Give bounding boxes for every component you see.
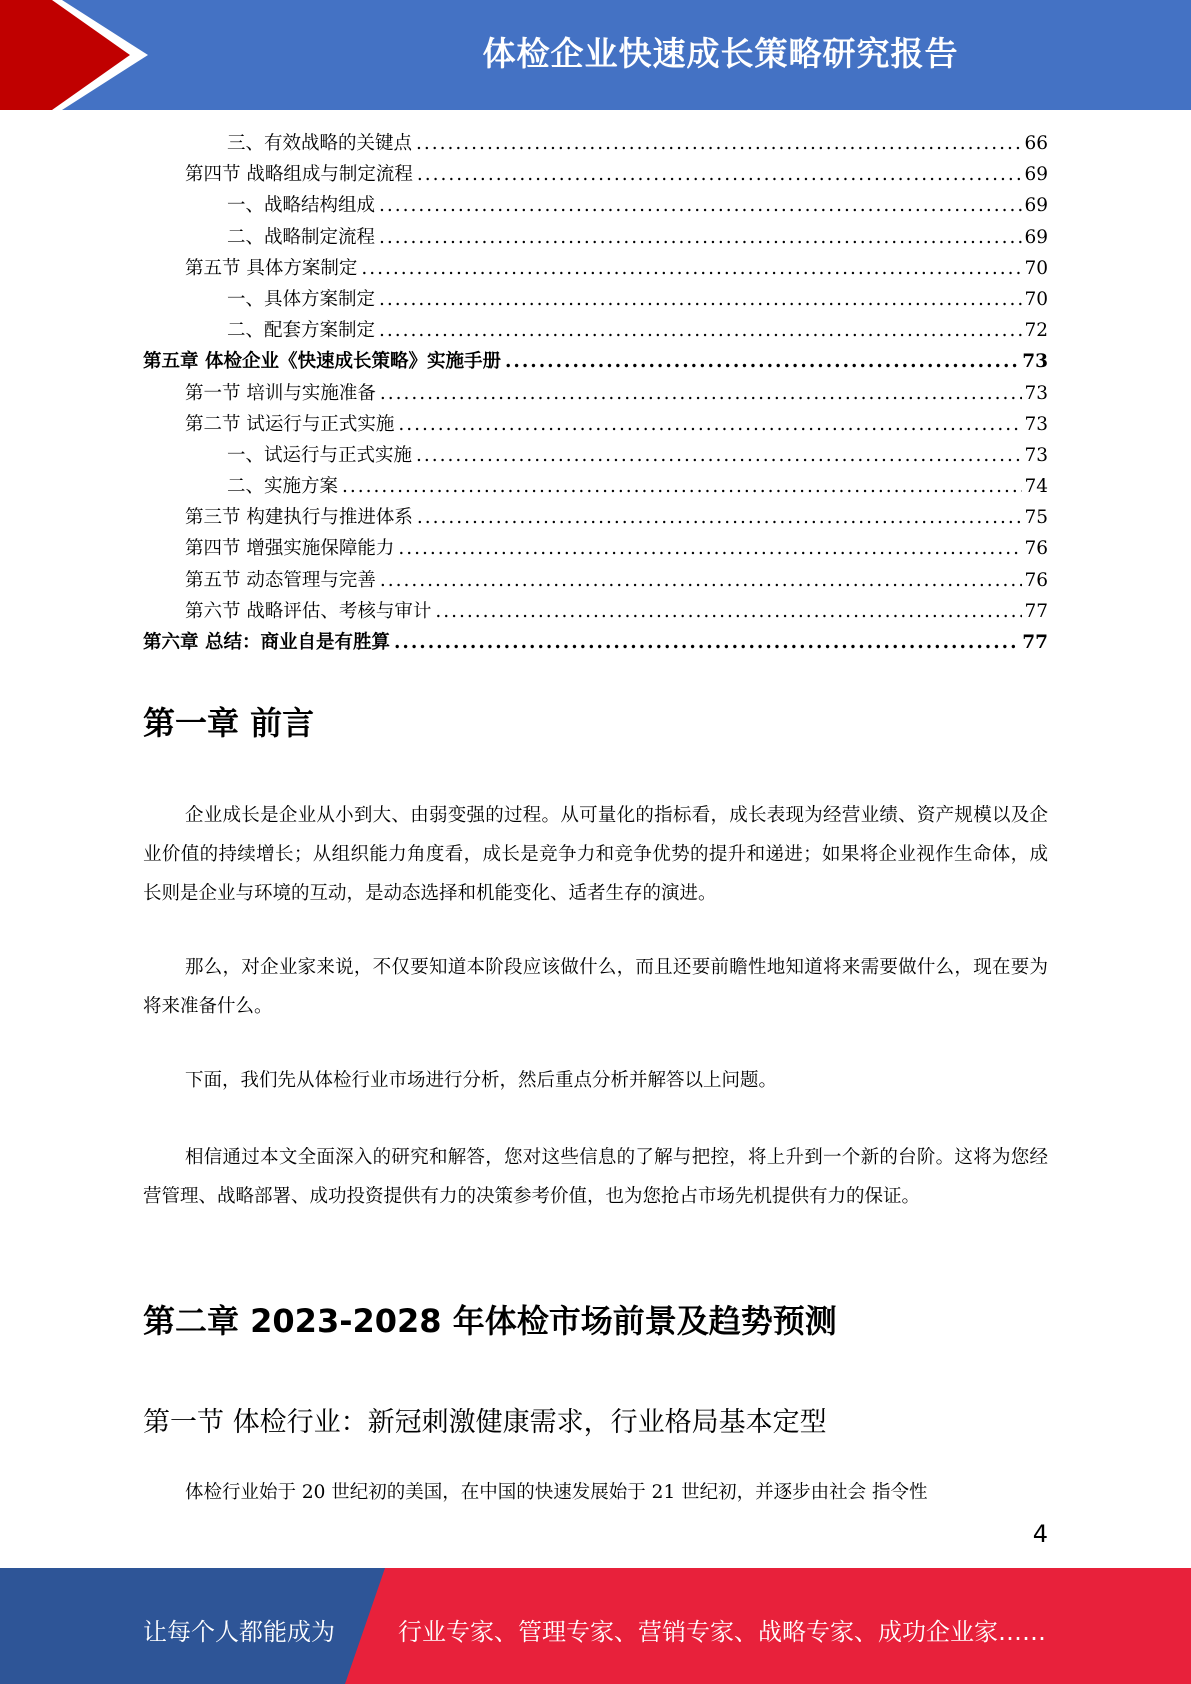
toc-leader-dots bbox=[398, 409, 1022, 440]
toc-entry[interactable] bbox=[143, 253, 1048, 284]
toc-leader-dots bbox=[379, 190, 1022, 221]
toc-entry[interactable] bbox=[143, 159, 1048, 190]
paragraph: 企业成长是企业从小到大、由弱变强的过程。从可量化的指标看，成长表现为经营业绩、资产规模以及企业价值的持续增长；从组织能力角度看，成长是竞争力和竞争优势的提升和递进；如果将企业视作生命体，成长则是企业与环境的互动，是动态选择和机能变化、适者生存的演进。 bbox=[143, 805, 1048, 904]
page-header bbox=[0, 0, 1191, 110]
toc-entry[interactable] bbox=[143, 190, 1048, 221]
toc-entry-page: 69 bbox=[1024, 226, 1048, 248]
chapter-2-heading: 第二章 2023-2028 年体检市场前景及趋势预测 bbox=[143, 1302, 837, 1340]
paragraph: 那么，对企业家来说，不仅要知道本阶段应该做什么，而且还要前瞻性地知道将来需要做什么，现在要为将来准备什么。 bbox=[143, 957, 1048, 1017]
toc-entry-title: 第二节 试运行与正式实施 bbox=[185, 413, 395, 435]
toc-entry-title: 三、有效战略的关键点 bbox=[227, 133, 413, 154]
toc-entry-page: 73 bbox=[1024, 413, 1048, 435]
header-arrow-icon bbox=[0, 0, 160, 110]
toc-leader-dots bbox=[361, 253, 1022, 284]
paragraph: 下面，我们先从体检行业市场进行分析，然后重点分析并解答以上问题。 bbox=[185, 1070, 778, 1091]
toc-entry-page: 69 bbox=[1024, 195, 1048, 217]
toc-entry-page: 70 bbox=[1024, 257, 1048, 279]
toc-leader-dots bbox=[342, 471, 1022, 502]
footer-slogan-left: 让每个人都能成为 bbox=[143, 1618, 335, 1646]
toc-leader-dots bbox=[416, 440, 1022, 471]
toc-leader-dots bbox=[380, 565, 1023, 596]
chapter-1-heading: 第一章 前言 bbox=[143, 704, 315, 742]
paragraph: 体检行业始于 20 世纪初的美国，在中国的快速发展始于 21 世纪初，并逐步由社会 指令性 bbox=[185, 1482, 928, 1503]
toc-entry-title: 第六章 总结：商业自是有胜算 bbox=[143, 632, 390, 653]
toc-entry[interactable] bbox=[143, 627, 1048, 658]
toc-entry-title: 第五节 具体方案制定 bbox=[185, 257, 358, 279]
toc-entry[interactable] bbox=[143, 222, 1048, 253]
toc-entry-page: 77 bbox=[1022, 632, 1048, 653]
toc-leader-dots bbox=[417, 159, 1023, 190]
toc-entry[interactable] bbox=[143, 565, 1048, 596]
toc-entry-page: 76 bbox=[1024, 538, 1048, 560]
footer-slogan-right: 行业专家、管理专家、营销专家、战略专家、成功企业家…… bbox=[398, 1618, 1046, 1646]
toc-entry[interactable] bbox=[143, 533, 1048, 564]
toc-entry[interactable] bbox=[143, 596, 1048, 627]
toc-entry-page: 73 bbox=[1022, 351, 1048, 373]
toc-entry[interactable] bbox=[143, 128, 1048, 159]
toc-entry-page: 76 bbox=[1024, 569, 1048, 591]
toc-entry-title: 一、战略结构组成 bbox=[227, 195, 376, 217]
toc-entry-page: 70 bbox=[1024, 288, 1048, 310]
toc-entry-page: 73 bbox=[1024, 444, 1048, 466]
toc-entry-title: 二、战略制定流程 bbox=[227, 226, 376, 248]
toc-leader-dots bbox=[394, 627, 1020, 658]
toc-entry-title: 二、配套方案制定 bbox=[227, 320, 376, 342]
table-of-contents bbox=[143, 128, 1048, 658]
report-title: 体检企业快速成长策略研究报告 bbox=[482, 34, 959, 73]
toc-entry-page: 74 bbox=[1024, 476, 1048, 498]
toc-entry-title: 第四节 增强实施保障能力 bbox=[185, 538, 395, 560]
toc-leader-dots bbox=[379, 284, 1022, 315]
toc-entry-title: 第六节 战略评估、考核与审计 bbox=[185, 600, 432, 622]
toc-entry-title: 第五章 体检企业《快速成长策略》实施手册 bbox=[143, 351, 501, 373]
page-number: 4 bbox=[1032, 1520, 1048, 1548]
toc-entry[interactable] bbox=[143, 346, 1048, 377]
toc-entry[interactable] bbox=[143, 440, 1048, 471]
toc-entry-title: 二、实施方案 bbox=[227, 476, 339, 498]
toc-entry-title: 第一节 培训与实施准备 bbox=[185, 382, 376, 404]
toc-entry[interactable] bbox=[143, 378, 1048, 409]
toc-entry[interactable] bbox=[143, 502, 1048, 533]
toc-leader-dots bbox=[379, 222, 1022, 253]
toc-leader-dots bbox=[380, 378, 1023, 409]
toc-entry-page: 72 bbox=[1024, 320, 1048, 342]
toc-entry[interactable] bbox=[143, 284, 1048, 315]
toc-entry-page: 69 bbox=[1024, 164, 1048, 186]
toc-leader-dots bbox=[417, 502, 1023, 533]
toc-entry[interactable] bbox=[143, 315, 1048, 346]
toc-entry-page: 75 bbox=[1024, 507, 1048, 529]
toc-leader-dots bbox=[379, 315, 1022, 346]
toc-leader-dots bbox=[416, 128, 1022, 159]
toc-entry[interactable] bbox=[143, 471, 1048, 502]
toc-entry-title: 第三节 构建执行与推进体系 bbox=[185, 507, 413, 529]
toc-entry-title: 一、试运行与正式实施 bbox=[227, 444, 413, 466]
toc-entry-page: 66 bbox=[1024, 133, 1048, 154]
toc-leader-dots bbox=[398, 533, 1022, 564]
toc-entry-title: 一、具体方案制定 bbox=[227, 288, 376, 310]
paragraph: 相信通过本文全面深入的研究和解答，您对这些信息的了解与把控，将上升到一个新的台阶。这将为您经营管理、战略部署、成功投资提供有力的决策参考价值，也为您抢占市场先机提供有力的保证。 bbox=[143, 1147, 1048, 1207]
toc-leader-dots bbox=[505, 346, 1020, 377]
toc-entry-page: 77 bbox=[1024, 600, 1048, 622]
toc-entry-page: 73 bbox=[1024, 382, 1048, 404]
toc-entry-title: 第四节 战略组成与制定流程 bbox=[185, 164, 413, 186]
toc-entry-title: 第五节 动态管理与完善 bbox=[185, 569, 376, 591]
page-footer bbox=[0, 1568, 1191, 1684]
section-1-heading: 第一节 体检行业：新冠刺激健康需求，行业格局基本定型 bbox=[143, 1407, 827, 1438]
toc-entry[interactable] bbox=[143, 409, 1048, 440]
toc-leader-dots bbox=[435, 596, 1022, 627]
